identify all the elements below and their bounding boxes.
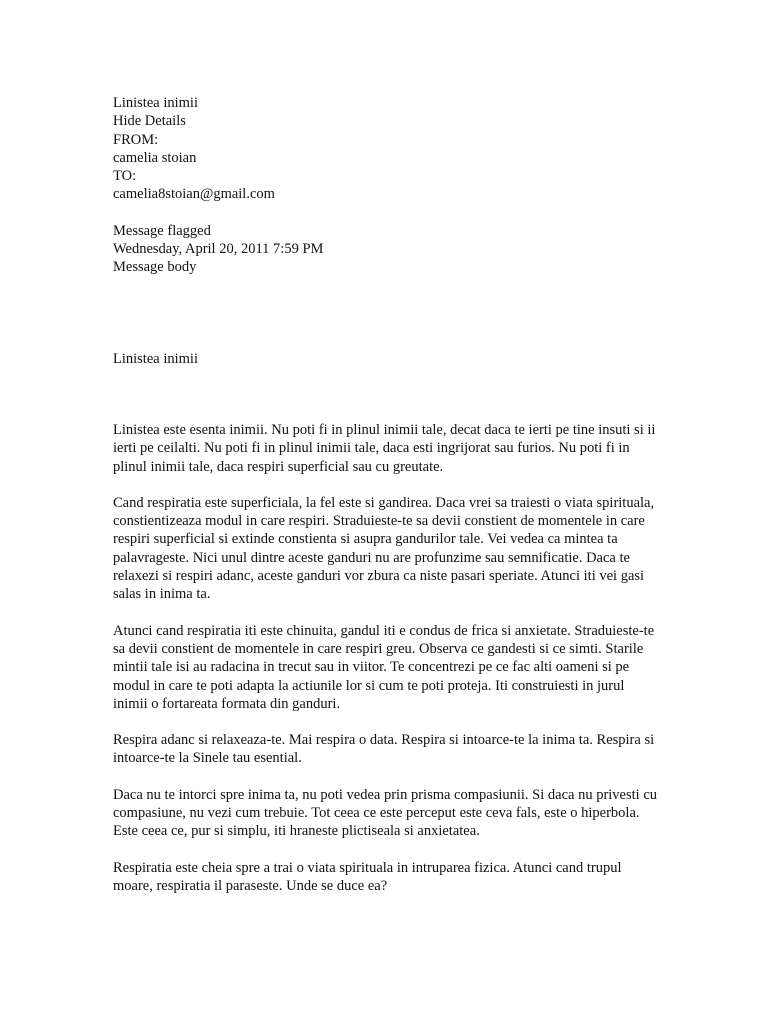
body-top-spacer bbox=[113, 277, 658, 350]
sender-name[interactable]: camelia stoian bbox=[113, 149, 197, 166]
body-paragraph-2: Cand respiratia este superficiala, la fel este si gandirea. Daca vrei sa traiesti o viata spirituala, constientizeaza modul in care respiri. Straduieste-te sa devii constient de momentele in care respiri superficial si extinde constienta si asupra gandurilor tale. Vei vedea ca mintea ta palavrageste. Nici unul dintre aceste ganduri nu are profunzime sau semnificatie. Daca te relaxezi si respiri adanc, aceste ganduri vor zbura ca niste pasari speriate. Atunci iti vei gasi salas in inima ta. bbox=[113, 494, 655, 603]
message-body-label: Message body bbox=[113, 259, 197, 276]
message-date: Wednesday, April 20, 2011 7:59 PM bbox=[113, 241, 324, 258]
to-label: TO: bbox=[113, 168, 137, 185]
email-message bbox=[113, 94, 658, 913]
body-title: Linistea inimii bbox=[113, 350, 198, 367]
from-label: FROM: bbox=[113, 131, 159, 148]
message-header bbox=[113, 94, 658, 277]
flag-status: Message flagged bbox=[113, 222, 211, 239]
hide-details-link[interactable]: Hide Details bbox=[113, 113, 186, 130]
body-paragraph-6: Respiratia este cheia spre a trai o viata spirituala in intruparea fizica. Atunci cand trupul moare, respiratia il paraseste. Unde se duce ea? bbox=[113, 859, 622, 894]
body-paragraph-5: Daca nu te intorci spre inima ta, nu poti vedea prin prisma compasiunii. Si daca nu privesti cu compasiune, nu vezi cum trebuie. Tot ceea ce este perceput este ceva fals, este o hiperbola. Este ceea ce, pur si simplu, iti hraneste plictiseala si anxietatea. bbox=[113, 786, 658, 840]
body-paragraph-3: Atunci cand respiratia iti este chinuita, gandul iti e condus de frica si anxietate. Straduieste-te sa devii constient de momentele in care respiri greu. Observa ce gandesti si ce simti. Starile mintii tale isi au radacina in trecut sau in viitor. Te concentrezi pe ce fac alti oameni si pe modul in care te poti adapta la actiunile lor si cum te poti proteja. Iti construiesti in jurul inimii o fortareata formata din ganduri. bbox=[113, 622, 655, 712]
message-body bbox=[113, 350, 658, 896]
recipient-email[interactable]: camelia8stoian@gmail.com bbox=[113, 186, 275, 203]
body-paragraph-4: Respira adanc si relaxeaza-te. Mai respira o data. Respira si intoarce-te la inima ta. Respira si intoarce-te la Sinele tau esential. bbox=[113, 732, 655, 767]
title-spacer bbox=[113, 368, 658, 421]
subject-text: Linistea inimii bbox=[113, 95, 198, 111]
header-spacer bbox=[113, 204, 658, 222]
body-paragraph-1: Linistea este esenta inimii. Nu poti fi in plinul inimii tale, decat daca te ierti pe tine insuti si ii ierti pe ceilalti. Nu poti fi in plinul inimii tale, daca esti ingrijorat sau furios. Nu poti fi in plinul inimii tale, daca respiri superficial sau cu greutate. bbox=[113, 421, 656, 475]
